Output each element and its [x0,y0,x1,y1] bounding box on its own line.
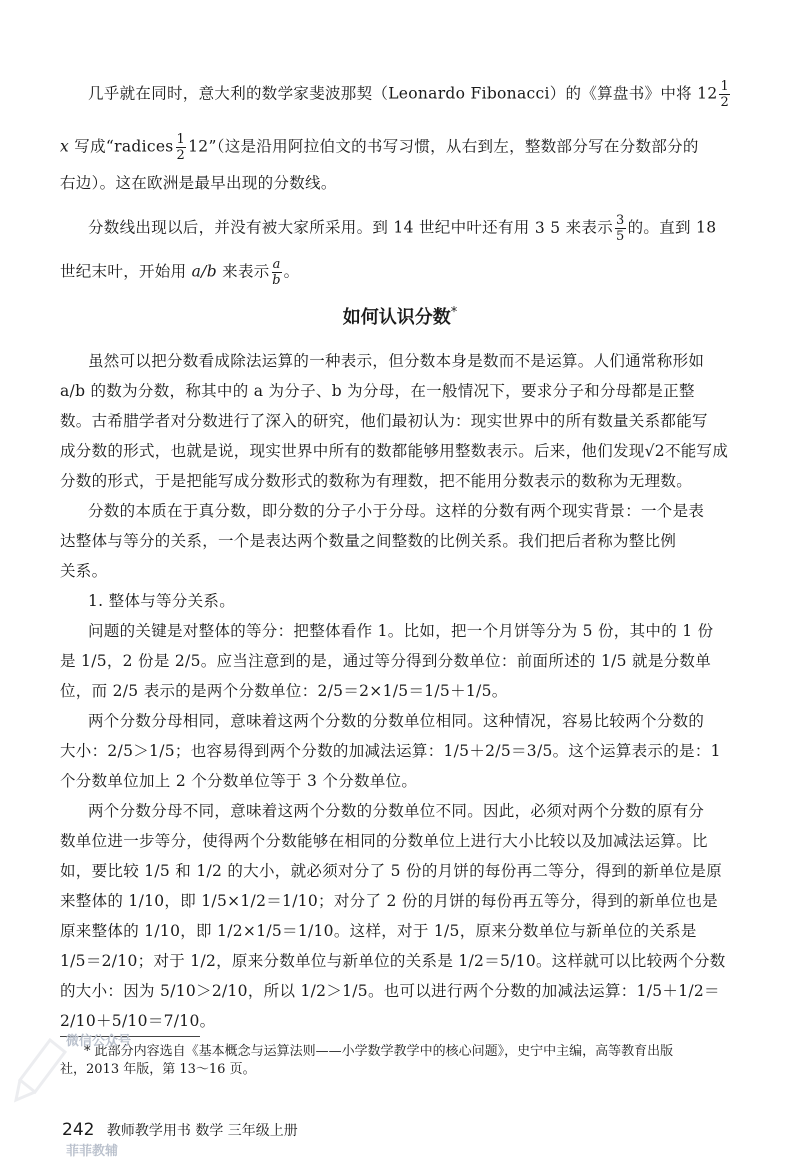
text-run: x [60,137,70,156]
body-line: 如，要比较 1/5 和 1/2 的大小，就必须对分了 5 份的月饼的每份再二等分，得到的新单位是原 [60,862,723,880]
body-line: 虽然可以把分数看成除法运算的一种表示，但分数本身是数而不是运算。人们通常称形如 [88,352,705,370]
footnote-line: 社，2013 年版，第 13～16 页。 [60,1062,256,1077]
body-line: 1/5＝2/10；对于 1/2，原来分数单位与新单位的关系是 1/2＝5/10。这样就可以比较两个分数 [60,952,726,970]
body-line: 分数的形式，于是把能写成分数形式的数称为有理数，把不能用分数表示的数称为无理数。 [60,472,693,490]
body-line: 位，而 2/5 表示的是两个分数单位：2/5＝2×1/5＝1/5＋1/5。 [60,682,508,700]
text-run: 来表示 [222,262,270,281]
watermark-text: 微信公众号 [66,1034,132,1049]
fraction: $\frac{a}{b}$ [272,257,281,288]
text-run: 12 [697,84,718,103]
text-run: 几乎就在同时，意大利的数学家斐波那契（Leonardo Fibonacci）的《算盘书》中将 [88,84,692,103]
text-run: 的。直到 18 [627,218,717,237]
body-line: 的大小：因为 5/10＞2/10，所以 1/2＞1/5。也可以进行两个分数的加减法运算：1/5＋1/2＝ [60,982,720,1000]
body-line: 分数的本质在于真分数，即分数的分子小于分母。这样的分数有两个现实背景：一个是表 [88,502,705,520]
section-title: 如何认识分数* [342,305,458,328]
fraction: $\frac{1}{2}$ [176,132,186,163]
text-run: 12”（这是沿用阿拉伯文的书写习惯，从右到左，整数部分写在分数部分的 [188,137,699,156]
fraction: $\frac{3}{5}$ [616,213,625,244]
page-footer [62,1120,298,1140]
text-run: a/b [191,262,217,281]
body-line: 大小：2/5＞1/5；也容易得到两个分数的加减法运算：1/5＋2/5＝3/5。这个运算表示的是：1 [60,742,721,760]
fraction: $\frac{1}{2}$ [720,79,730,110]
body-line: 来整体的 1/10，即 1/5×1/2＝1/10；对分了 2 份的月饼的每份再五等分，得到的新单位也是 [60,892,718,910]
body-line: 关系。 [60,562,108,580]
body-line: 问题的关键是对整体的等分：把整体看作 1。比如，把一个月饼等分为 5 份，其中的 1 份 [88,622,714,640]
footnote-line: * 此部分内容选自《基本概念与运算法则——小学数学教学中的核心问题》，史宁中主编，高等教育出版 [84,1044,674,1059]
body-line: a/b 的数为分数，称其中的 a 为分子、b 为分母，在一般情况下，要求分子和分母都是正整 [60,382,695,400]
subsection-heading: 1. 整体与等分关系。 [88,592,236,610]
text-run: 写成“radices [74,137,174,156]
text-run: 世纪末叶，开始用 [60,262,187,281]
historical-fraction-mark: 3 5 [534,218,561,237]
body-line: 个分数单位加上 2 个分数单位等于 3 个分数单位。 [60,772,418,790]
body-line: 两个分数分母不同，意味着这两个分数的分数单位不同。因此，必须对两个分数的原有分 [88,802,705,820]
text-run: 分数线出现以后，并没有被大家所采用。到 14 世纪中叶还有用 [88,218,530,237]
body-line: 达整体与等分的关系，一个是表达两个数量之间整数的比例关系。我们把后者称为整比例 [60,532,677,550]
watermark-text: 菲菲教辅 [66,1144,119,1159]
body-line: 两个分数分母相同，意味着这两个分数的分数单位相同。这种情况，容易比较两个分数的 [88,712,705,730]
paragraph-line [88,214,716,243]
book-title: 教师教学用书 数学 三年级上册 [106,1123,298,1139]
body-line: 是 1/5，2 份是 2/5。应当注意到的是，通过等分得到分数单位：前面所述的 1/5 就是分数单 [60,652,712,670]
page-number: 242 [62,1120,95,1140]
paragraph-line [60,258,299,287]
body-line: 2/10＋5/10＝7/10。 [60,1012,216,1030]
paragraph-line [60,133,699,162]
body-line: 成分数的形式，也就是说，现实世界中所有的数都能够用整数表示。后来，他们发现√2不能写成 [60,442,729,460]
paragraph-line: 右边）。这在欧洲是最早出现的分数线。 [60,174,337,192]
text-run: 来表示 [565,218,614,237]
footnote-marker: * [450,305,458,320]
paragraph-line [88,80,732,109]
body-line: 数。古希腊学者对分数进行了深入的研究，他们最初认为：现实世界中的所有数量关系都能写 [60,412,708,430]
text-run: 。 [283,262,300,281]
body-line: 原来整体的 1/10，即 1/2×1/5＝1/10。这样，对于 1/5，原来分数单位与新单位的关系是 [60,922,697,940]
body-line: 数单位进一步等分，使得两个分数能够在相同的分数单位上进行大小比较以及加减法运算。比 [60,832,708,850]
